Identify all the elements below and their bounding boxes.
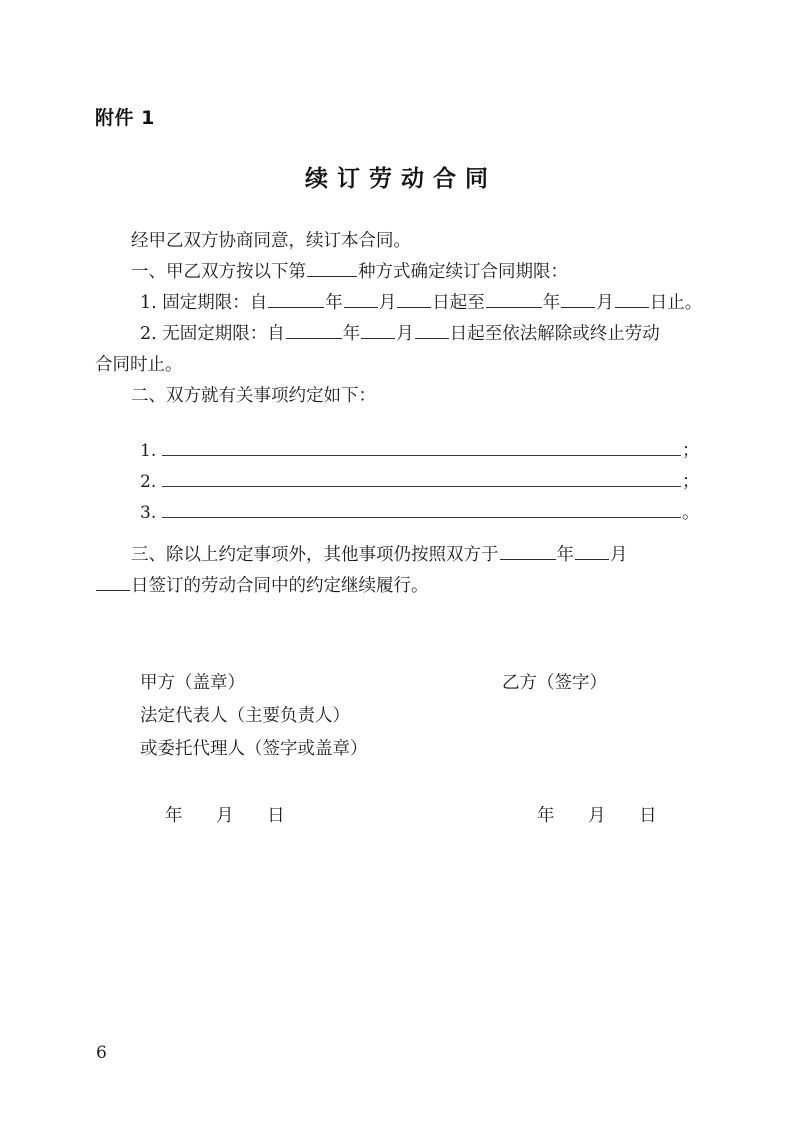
- item-terminator: ；: [682, 472, 700, 492]
- page-title: 续订劳动合同: [305, 166, 497, 192]
- signature-row-legal-rep: [140, 700, 700, 733]
- attachment-label: 附件 1: [95, 107, 155, 129]
- open-year-label: 年: [342, 324, 361, 344]
- open-month-label: 月: [396, 324, 414, 344]
- list-item: [140, 499, 700, 530]
- party-b-sign-label: 乙方（签字）: [502, 673, 607, 693]
- open-term-continuation: 合同时止。: [95, 355, 183, 375]
- original-day-blank[interactable]: [96, 575, 130, 591]
- list-item: [140, 437, 700, 468]
- signature-block: [140, 667, 700, 766]
- end-month-blank[interactable]: [561, 292, 595, 308]
- start-day-label: 日起至: [432, 293, 485, 313]
- section-two-lead: 二、双方就有关事项约定如下：: [131, 386, 376, 406]
- open-term-clause: [95, 319, 705, 350]
- item-number: 3.: [140, 503, 157, 523]
- section-one-lead: [95, 257, 705, 288]
- end-year-blank[interactable]: [486, 292, 542, 308]
- signature-row-parties: [140, 667, 700, 700]
- fixed-term-suffix: 日止。: [649, 293, 703, 313]
- item-blank-line[interactable]: [162, 500, 681, 518]
- item-number: 2.: [140, 472, 157, 492]
- original-month-blank[interactable]: [575, 544, 609, 560]
- section-three-part1: 三、除以上约定事项外，其他事项仍按照双方于: [131, 545, 499, 565]
- section-one-lead-after: 种方式确定续订合同期限：: [358, 262, 568, 282]
- item-number: 1.: [140, 441, 157, 461]
- section-one-lead-before: 一、甲乙双方按以下第: [131, 262, 306, 282]
- page-number: 6: [96, 1043, 107, 1063]
- item-terminator: ；: [682, 441, 700, 461]
- section-three: [95, 540, 710, 602]
- contract-body: [95, 226, 705, 412]
- method-blank[interactable]: [307, 261, 357, 277]
- section-three-line-2: [95, 571, 710, 602]
- open-start-day-blank[interactable]: [415, 323, 449, 339]
- original-month-label: 月: [610, 545, 628, 565]
- item-blank-line[interactable]: [162, 469, 681, 487]
- section-three-line-1: [95, 540, 710, 571]
- end-year-label: 年: [542, 293, 561, 313]
- agreed-items-list: [140, 437, 700, 530]
- date-line-party-b: 年 月 日: [537, 806, 671, 826]
- open-term-suffix: 日起至依法解除或终止劳动: [449, 324, 660, 344]
- original-year-blank[interactable]: [500, 544, 556, 560]
- signature-row-agent: [140, 733, 700, 766]
- date-line-party-a: 年 月 日: [165, 806, 299, 826]
- fixed-term-prefix: 1. 固定期限：自: [140, 293, 268, 313]
- list-item: [140, 468, 700, 499]
- original-year-label: 年: [556, 545, 574, 565]
- open-term-prefix: 2. 无固定期限：自: [140, 324, 285, 344]
- start-year-blank[interactable]: [268, 292, 324, 308]
- start-month-blank[interactable]: [344, 292, 378, 308]
- open-start-year-blank[interactable]: [286, 323, 342, 339]
- open-start-month-blank[interactable]: [361, 323, 395, 339]
- start-day-blank[interactable]: [397, 292, 431, 308]
- item-terminator: 。: [682, 503, 700, 523]
- intro-paragraph: 经甲乙双方协商同意，续订本合同。: [131, 231, 411, 251]
- section-three-part2: 日签订的劳动合同中的约定继续履行。: [131, 576, 429, 596]
- authorized-agent-label: 或委托代理人（签字或盖章）: [140, 739, 368, 759]
- legal-representative-label: 法定代表人（主要负责人）: [140, 706, 350, 726]
- end-month-label: 月: [596, 293, 614, 313]
- start-month-label: 月: [378, 293, 397, 313]
- item-blank-line[interactable]: [162, 438, 681, 456]
- fixed-term-clause: [95, 288, 705, 319]
- party-a-seal-label: 甲方（盖章）: [140, 673, 245, 693]
- end-day-blank[interactable]: [615, 292, 649, 308]
- start-year-label: 年: [325, 293, 343, 313]
